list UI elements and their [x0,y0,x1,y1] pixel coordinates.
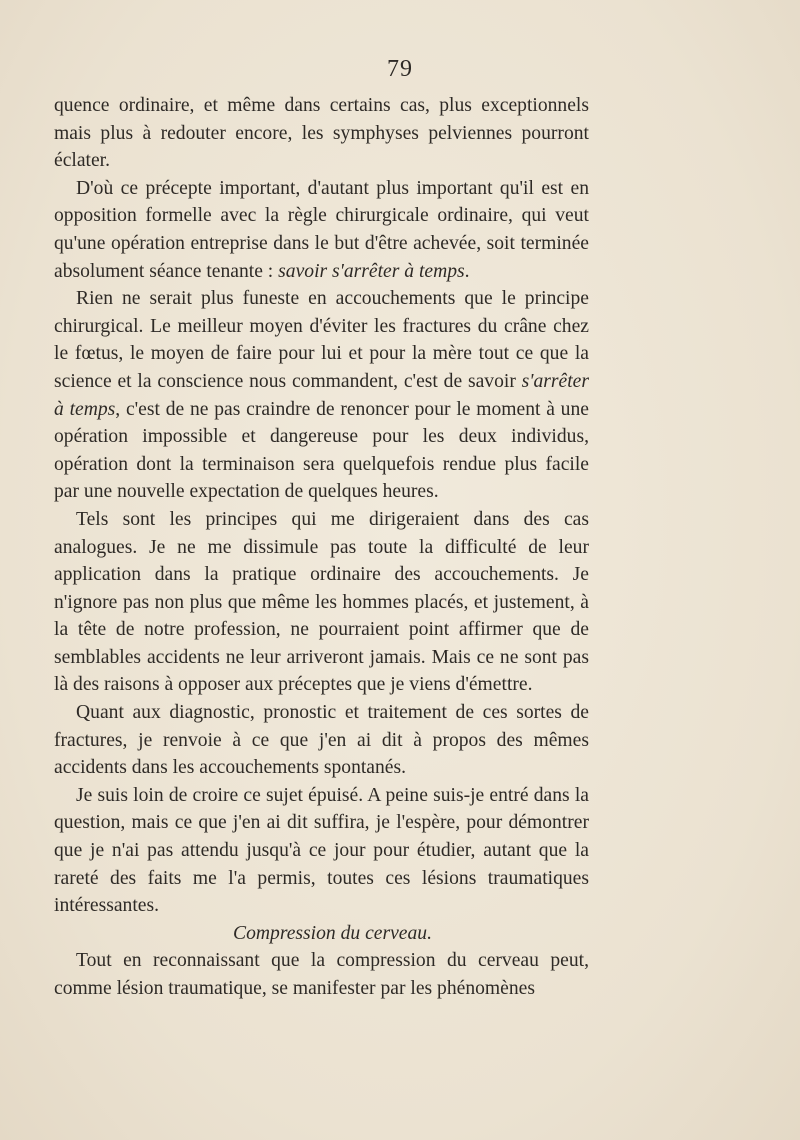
paragraph: Quant aux diagnostic, pronostic et traitement de ces sortes de fractures, je renvoie à ce que j'en ai dit à propos des mêmes accidents dans les accouchements spontanés. [54,702,589,779]
paragraph: quence ordinaire, et même dans certains cas, plus exceptionnels mais plus à redouter encore, les symphyses pelviennes pourront éclater. [54,95,589,172]
paragraph: Tout en reconnaissant que la compression du cerveau peut, comme lésion traumatique, se manifester par les phénomènes [54,950,589,999]
paragraph-text: D'où ce précepte important, d'autant plus important qu'il est en opposition formelle avec la règle chirurgicale ordinaire, qui veut qu'une opération entreprise dans le but d'être achevée, soit terminée absolument séance tenante : [54,177,589,282]
body-text [54,92,589,1003]
paragraph-text: . [464,260,470,282]
paragraph: Je suis loin de croire ce sujet épuisé. A peine suis-je entré dans la question, mais ce que j'en ai dit suffira, je l'espère, pour démontrer que je n'ai pas attendu jusqu'à ce jour pour étudier, autant que la rareté des faits me l'a permis, toutes ces lésions traumatiques intéressantes. [54,784,589,917]
paragraph [54,285,589,506]
paragraph-text: Rien ne serait plus funeste en accouchements que le principe chirurgical. Le meilleur moyen d'éviter les fractures du crâne chez le fœtus, le moyen de faire pour lui et pour la mère tout ce que la science et la conscience nous commandent, c'est de savoir [54,288,589,392]
paragraph-text: , c'est de ne pas craindre de renoncer pour le moment à une opération impossible et dangereuse pour les deux individus, opération dont la terminaison sera quelquefois rendue plus facile par une nouvelle expectation de quelques heures. [54,398,589,503]
page-number: 79 [387,56,413,82]
section-heading: Compression du cerveau. [233,922,432,944]
paragraph [54,175,589,285]
paragraph: Tels sont les principes qui me dirigeraient dans des cas analogues. Je ne me dissimule pas toute la difficulté de leur application dans la pratique ordinaire des accouchements. Je n'ignore pas non plus que même les hommes placés, et justement, à la tête de notre profession, ne pourraient point affirmer que de semblables accidents ne leur arriveront jamais. Mais ce ne sont pas là des raisons à opposer aux préceptes que je viens d'émettre. [54,508,589,696]
emphasis-text: s'arrêter à temps [54,370,589,420]
emphasis-text: savoir s'arrêter à temps [278,260,465,282]
